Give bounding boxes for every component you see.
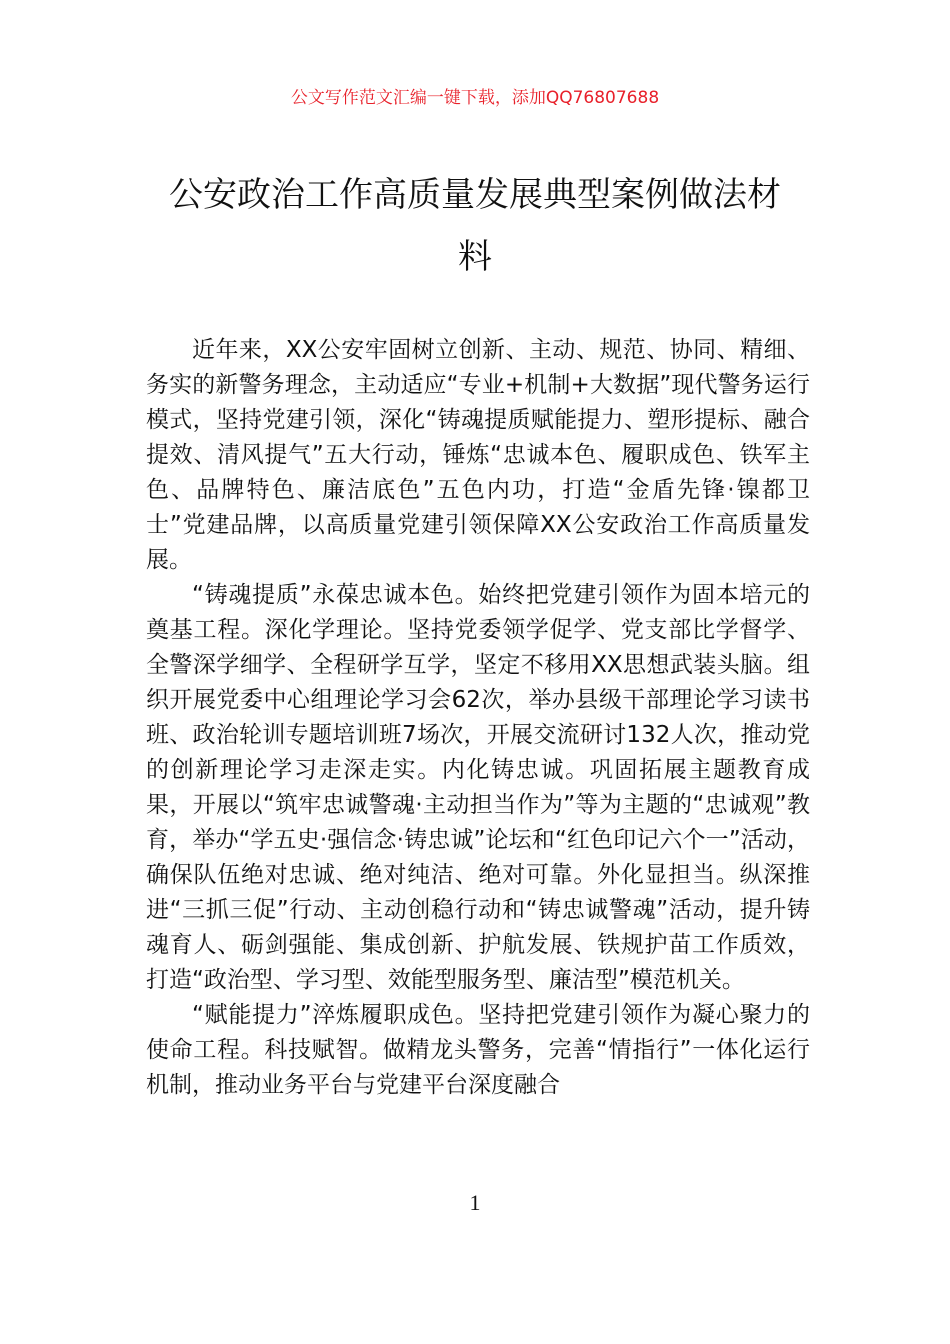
page-number: 1 — [469, 1190, 481, 1215]
document-title — [140, 164, 810, 288]
title-line-2: 料 — [458, 237, 492, 277]
download-notice: 公文写作范文汇编一键下载，添加QQ76807688 — [290, 88, 660, 108]
paragraph-intro: 近年来，XX公安牢固树立创新、主动、规范、协同、精细、务实的新警务理念，主动适应“专业+机制+大数据”现代警务运行模式，坚持党建引领，深化“铸魂提质赋能提力、塑形提标、融合提效、清风提气”五大行动，锤炼“忠诚本色、履职成色、铁军主色、品牌特色、廉洁底色”五色内功，打造“金盾先锋·镍都卫士”党建品牌，以高质量党建引领保障XX公安政治工作高质量发展。 — [146, 337, 810, 573]
title-line-1: 公安政治工作高质量发展典型案例做法材 — [169, 175, 781, 215]
document-body — [146, 333, 810, 1103]
paragraph-empowerment: “赋能提力”淬炼履职成色。坚持把党建引领作为凝心聚力的使命工程。科技赋智。做精龙头警务，完善“情指行”一体化运行机制，推动业务平台与党建平台深度融合 — [146, 1002, 810, 1098]
paragraph-soul-casting: “铸魂提质”永葆忠诚本色。始终把党建引领作为固本培元的奠基工程。深化学理论。坚持党委领学促学、党支部比学督学、全警深学细学、全程研学互学，坚定不移用XX思想武装头脑。组织开展党委中心组理论学习会62次，举办县级干部理论学习读书班、政治轮训专题培训班7场次，开展交流研讨132人次，推动党的创新理论学习走深走实。内化铸忠诚。巩固拓展主题教育成果，开展以“筑牢忠诚警魂·主动担当作为”等为主题的“忠诚观”教育，举办“学五史·强信念·铸忠诚”论坛和“红色印记六个一”活动，确保队伍绝对忠诚、绝对纯洁、绝对可靠。外化显担当。纵深推进“三抓三促”行动、主动创稳行动和“铸忠诚警魂”活动，提升铸魂育人、砺剑强能、集成创新、护航发展、铁规护苗工作质效，打造“政治型、学习型、效能型服务型、廉洁型”模范机关。 — [146, 582, 810, 993]
